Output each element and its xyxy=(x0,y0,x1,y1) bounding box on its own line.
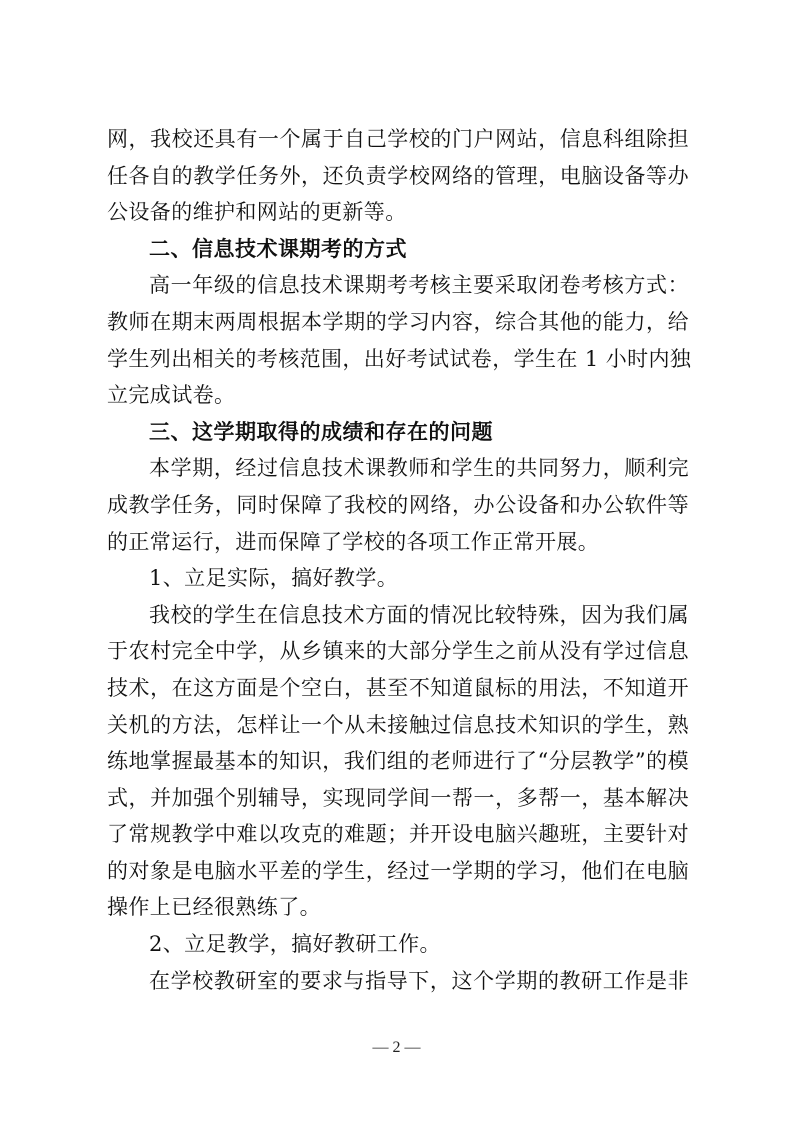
text-line: 本学期，经过信息技术课教师和学生的共同努力，顺利完 xyxy=(149,456,689,481)
text-line: 任各自的教学任务外，还负责学校网络的管理，电脑设备等办 xyxy=(107,163,689,188)
page-number: — 2 — xyxy=(372,1039,421,1056)
text-line: 于农村完全中学，从乡镇来的大部分学生之前从没有学过信息 xyxy=(107,639,689,664)
text-line: 练地掌握最基本的知识，我们组的老师进行了“分层教学”的模 xyxy=(107,749,689,774)
text-line: 在学校教研室的要求与指导下，这个学期的教研工作是非 xyxy=(149,968,689,993)
text-line: 式，并加强个别辅导，实现同学间一帮一，多帮一，基本解决 xyxy=(107,785,689,810)
text-line: 的正常运行，进而保障了学校的各项工作正常开展。 xyxy=(107,529,600,554)
text-line: 我校的学生在信息技术方面的情况比较特殊，因为我们属 xyxy=(149,602,689,627)
text-line: 高一年级的信息技术课期考考核主要采取闭卷考核方式： xyxy=(149,273,689,298)
text-line: 公设备的维护和网站的更新等。 xyxy=(107,200,407,225)
section-heading: 二、信息技术课期考的方式 xyxy=(149,236,407,261)
section-heading: 三、这学期取得的成绩和存在的问题 xyxy=(149,419,493,444)
text-line: 技术，在这方面是个空白，甚至不知道鼠标的用法，不知道开 xyxy=(107,675,689,700)
text-line: 1、立足实际，搞好教学。 xyxy=(149,566,399,591)
text-line: 操作上已经很熟练了。 xyxy=(107,895,321,920)
text-line: 学生列出相关的考核范围，出好考试试卷，学生在 1 小时内独 xyxy=(107,346,692,371)
text-line: 了常规教学中难以攻克的难题；并开设电脑兴趣班，主要针对 xyxy=(107,822,689,847)
text-line: 2、立足教学，搞好教研工作。 xyxy=(149,932,441,957)
text-line: 网，我校还具有一个属于自己学校的门户网站，信息科组除担 xyxy=(107,127,689,151)
text-line: 成教学任务，同时保障了我校的网络，办公设备和办公软件等 xyxy=(107,492,689,517)
text-line: 关机的方法，怎样让一个从未接触过信息技术知识的学生，熟 xyxy=(107,712,689,737)
text-line: 的对象是电脑水平差的学生，经过一学期的学习，他们在电脑 xyxy=(107,858,689,883)
body-text xyxy=(107,121,692,999)
text-line: 教师在期末两周根据本学期的学习内容，综合其他的能力，给 xyxy=(107,309,689,334)
text-line: 立完成试卷。 xyxy=(107,383,236,408)
